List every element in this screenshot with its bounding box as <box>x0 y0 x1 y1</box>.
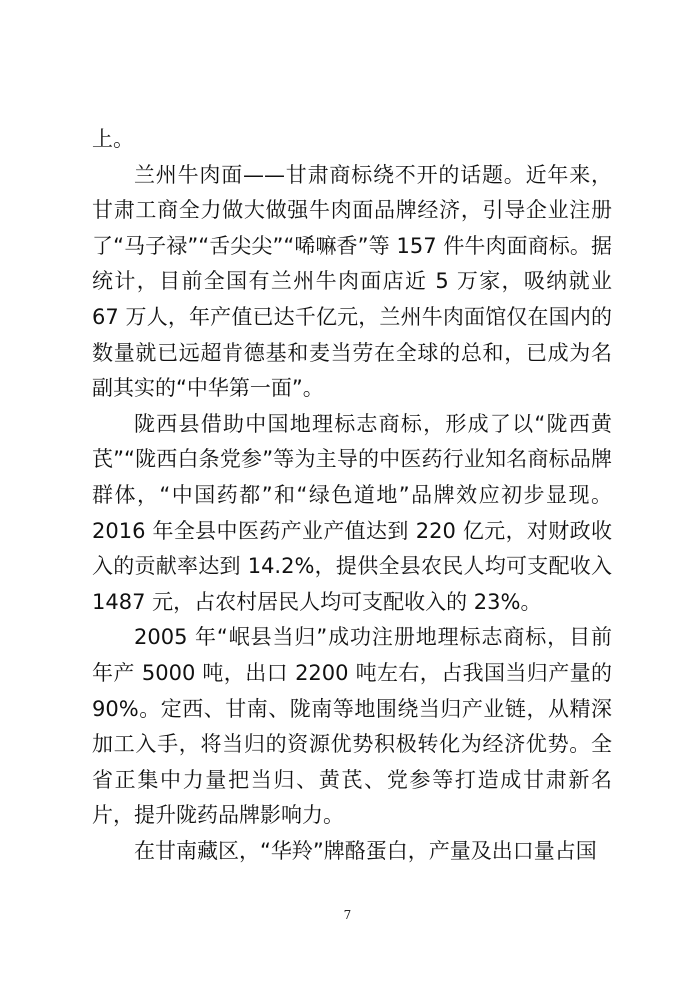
page-number: 7 <box>343 908 352 922</box>
paragraph-lanzhou-beef-noodles: 兰州牛肉面——甘肃商标绕不开的话题。近年来，甘肃工商全力做大做强牛肉面品牌经济，引导企业注册了“马子禄”“舌尖尖”“唏嘛香”等 157 件牛肉面商标。据统计，目前全国有兰州牛肉面店近 5 万家，吸纳就业 67 万人，年产值已达千亿元，兰州牛肉面馆仅在国内的数量就已远超肯德基和麦当劳在全球的总和，已成为名副其实的“中华第一面”。 <box>92 162 612 401</box>
paragraph-longxi-county: 陇西县借助中国地理标志商标，形成了以“陇西黄芪”“陇西白条党参”等为主导的中医药行业知名商标品牌群体，“中国药都”和“绿色道地”品牌效应初步显现。2016 年全县中医药产业产值达到 220 亿元，对财政收入的贡献率达到 14.2%，提供全县农民人均可支配收入 1487 元，占农村居民人均可支配收入的 23%。 <box>92 411 612 614</box>
paragraph-continuation: 上。 <box>92 127 134 151</box>
body-text <box>92 122 612 869</box>
paragraph-minxian-angelica: 2005 年“岷县当归”成功注册地理标志商标，目前年产 5000 吨，出口 2200 吨左右，占我国当归产量的 90%。定西、甘南、陇南等地围绕当归产业链，从精深加工入手，将当归的资源优势积极转化为经济优势。全省正集中力量把当归、黄芪、党参等打造成甘肃新名片，提升陇药品牌影响力。 <box>92 625 612 828</box>
paragraph-gannan: 在甘南藏区，“华羚”牌酪蛋白，产量及出口量占国 <box>134 838 597 863</box>
